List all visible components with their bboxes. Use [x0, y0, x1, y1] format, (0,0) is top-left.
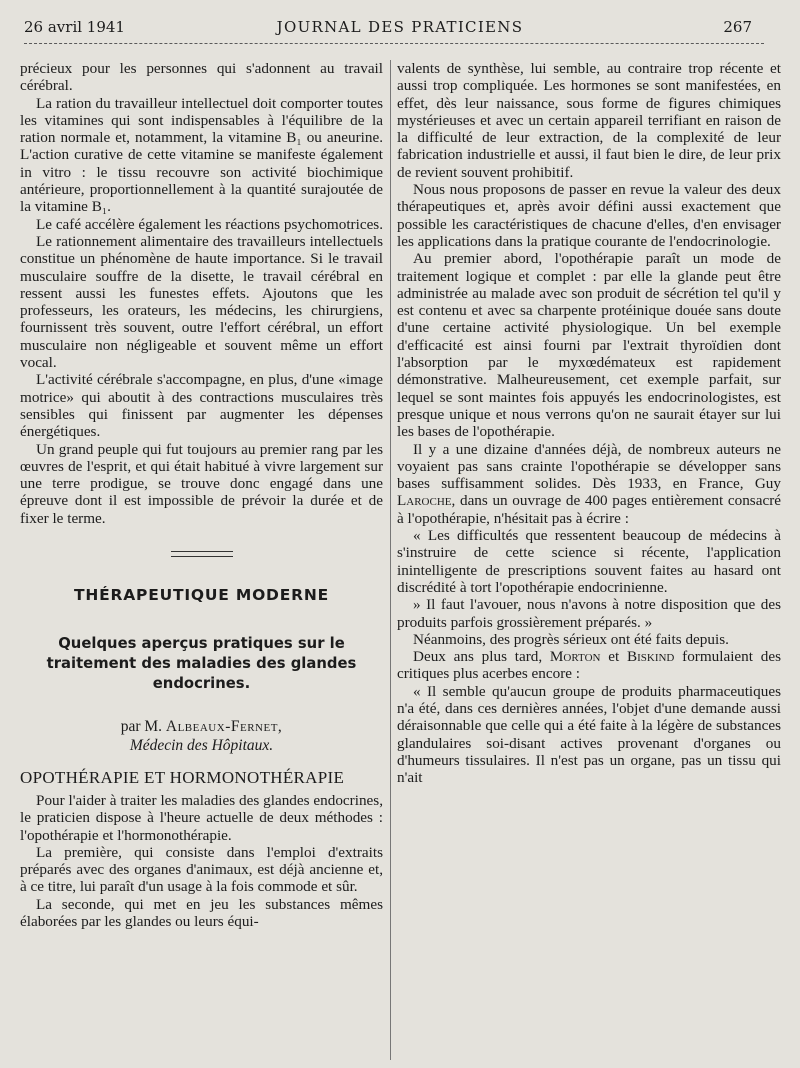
section-separator — [171, 551, 233, 557]
paragraph: précieux pour les personnes qui s'adonnent au travail cérébral. — [20, 60, 383, 95]
paragraph: Pour l'aider à traiter les maladies des glandes endocrines, le praticien dispose à l'heure actuelle de deux méthodes : l'opothérapie et l'hormonothérapie. — [20, 791, 383, 844]
text-run: et — [608, 648, 620, 666]
byline — [20, 716, 383, 737]
column-divider — [390, 60, 391, 1060]
subsection-heading: OPOTHÉRAPIE ET HORMONOTHÉRAPIE — [20, 767, 345, 787]
paragraph — [397, 441, 781, 527]
left-column — [20, 60, 383, 1060]
paragraph: La seconde, qui met en jeu les substances mêmes élaborées par les glandes ou leurs équi- — [20, 895, 383, 930]
author-name: Laroche, — [397, 492, 456, 510]
right-column — [397, 60, 781, 1060]
paragraph: Au premier abord, l'opothérapie paraît un mode de traitement logique et complet : par elle la glande peut être administrée au malade avec son produit de sécrétion tel qu'il y est contenu et avec sa charpente protéinique douée sans doute d'une certaine activité physiologique. Un bel exemple d'efficacité est ainsi fourni par l'extrait thyroïdien dont l'absorption par le myxœdémateux est rapidement démonstrative. Malheureusement, cet exemple parfait, sur lequel se sont maintes fois appuyés les endocrinologistes, est presque unique et nous verrons qu'on ne saurait étayer sur lui les bases de l'opothérapie. — [397, 250, 781, 441]
quotation: « Il semble qu'aucun groupe de produits pharmaceutiques n'a été, dans ces dernières années, l'objet d'une demande aussi déraisonnable que celle qui a été faite à la légère de substances glandulaires soi-disant actives provenant d'organes ou d'humeurs tissulaires. Il n'est pas un organe, pas un tissu qui n'ait — [397, 682, 781, 787]
text-run: Deux ans plus tard, — [413, 648, 543, 666]
quotation: « Les difficultés que ressentent beaucoup de médecins à s'instruire de cette science si récente, l'application inintelligente de prescriptions souvent faites au hasard ont discrédité à tort l'opothérapie endocrinienne. — [397, 527, 781, 596]
paragraph: La ration du travailleur intellectuel doit comporter toutes les vitamines qui sont indispensables à l'équilibre de la ration normale et, notamment, la vitamine B₁ ou aneurine. L'action curative de cette vitamine se manifeste également in vitro : le tissu recouvre son activité biochimique antérieure, proportionnellement à la quantité surajoutée de la vitamine B₁. — [20, 94, 383, 216]
header-date: 26 avril 1941 — [24, 18, 125, 36]
text-run: Il y a une dizaine d'années déjà, de nombreux auteurs ne voyaient pas sans crainte l'opothérapie se développer sans bases suffisamment solides. Dès 1933, en France, Guy — [397, 440, 781, 493]
section-title: THÉRAPEUTIQUE MODERNE — [73, 586, 330, 605]
byline-prefix: par M. — [120, 718, 163, 736]
paragraph: Néanmoins, des progrès sérieux ont été faits depuis. — [413, 630, 729, 648]
header-rule — [24, 43, 764, 44]
paragraph: Le café accélère également les réactions psychomotrices. — [36, 215, 383, 233]
author-name: Albeaux-Fernet, — [165, 718, 283, 736]
page-number: 267 — [723, 18, 752, 36]
text-run: dans un ouvrage de 400 pages entièrement consacré à l'opothérapie, n'hésitait pas à écrire : — [397, 492, 781, 527]
paragraph — [397, 648, 781, 683]
paragraph: L'activité cérébrale s'accompagne, en plus, d'une «image motrice» qui aboutit à des contractions musculaires très sensibles qui finissent par augmenter les dépenses énergétiques. — [20, 371, 383, 441]
journal-title: JOURNAL DES PRATICIENS — [276, 18, 524, 36]
author-name: Morton — [549, 648, 601, 666]
page-header — [0, 0, 800, 44]
author-name: Biskind — [626, 648, 675, 666]
article-title: Quelques aperçus pratiques sur le traitement des maladies des glandes endocrines. — [46, 635, 357, 693]
paragraph: Un grand peuple qui fut toujours au premier rang par les œuvres de l'esprit, et qui était habitué à vivre largement sur une terre prodigue, se trouve donc engagé dans une épreuve dont il est impossible de prévoir la durée et de fixer le terme. — [20, 440, 383, 527]
paragraph: La première, qui consiste dans l'emploi d'extraits préparés avec des organes d'animaux, est déjà ancienne et, à ce titre, lui paraît d'un usage à la fois commode et sûr. — [20, 843, 383, 896]
paragraph: Le rationnement alimentaire des travailleurs intellectuels constitue un phénomène de haute importance. Si le travail musculaire souffre de la disette, le travail cérébral en ressent aussi les funestes effets. Ajoutons que les professeurs, les orateurs, les médecins, les chirurgiens, fournissent très souvent, outre l'effort cérébral, un effort musculaire non négligeable et souvent même un effort vocal. — [20, 232, 383, 372]
paragraph: Nous nous proposons de passer en revue la valeur des deux thérapeutiques et, après avoir défini aussi exactement que possible les caractéristiques de chacune d'elles, d'en envisager les applications dans la pratique courante de l'endocrinologie. — [397, 181, 781, 250]
text-run: formulaient des critiques plus acerbes encore : — [397, 648, 781, 683]
paragraph: valents de synthèse, lui semble, au contraire trop récente et aussi trop compliquée. Les hormones se sont manifestées, en effet, dès leur naissance, sous forme de figures chimiques mystérieuses et avec un certain appareil terrifiant en raison de la difficulté de leur extraction, de la complexité de leur fabrication industrielle et aussi, il faut bien le dire, de leur prix de revient souvent prohibitif. — [397, 60, 781, 181]
author-affiliation: Médecin des Hôpitaux. — [129, 737, 274, 755]
quotation: » Il faut l'avouer, nous n'avons à notre disposition que des produits parfois grossièrement préparés. » — [397, 596, 781, 631]
